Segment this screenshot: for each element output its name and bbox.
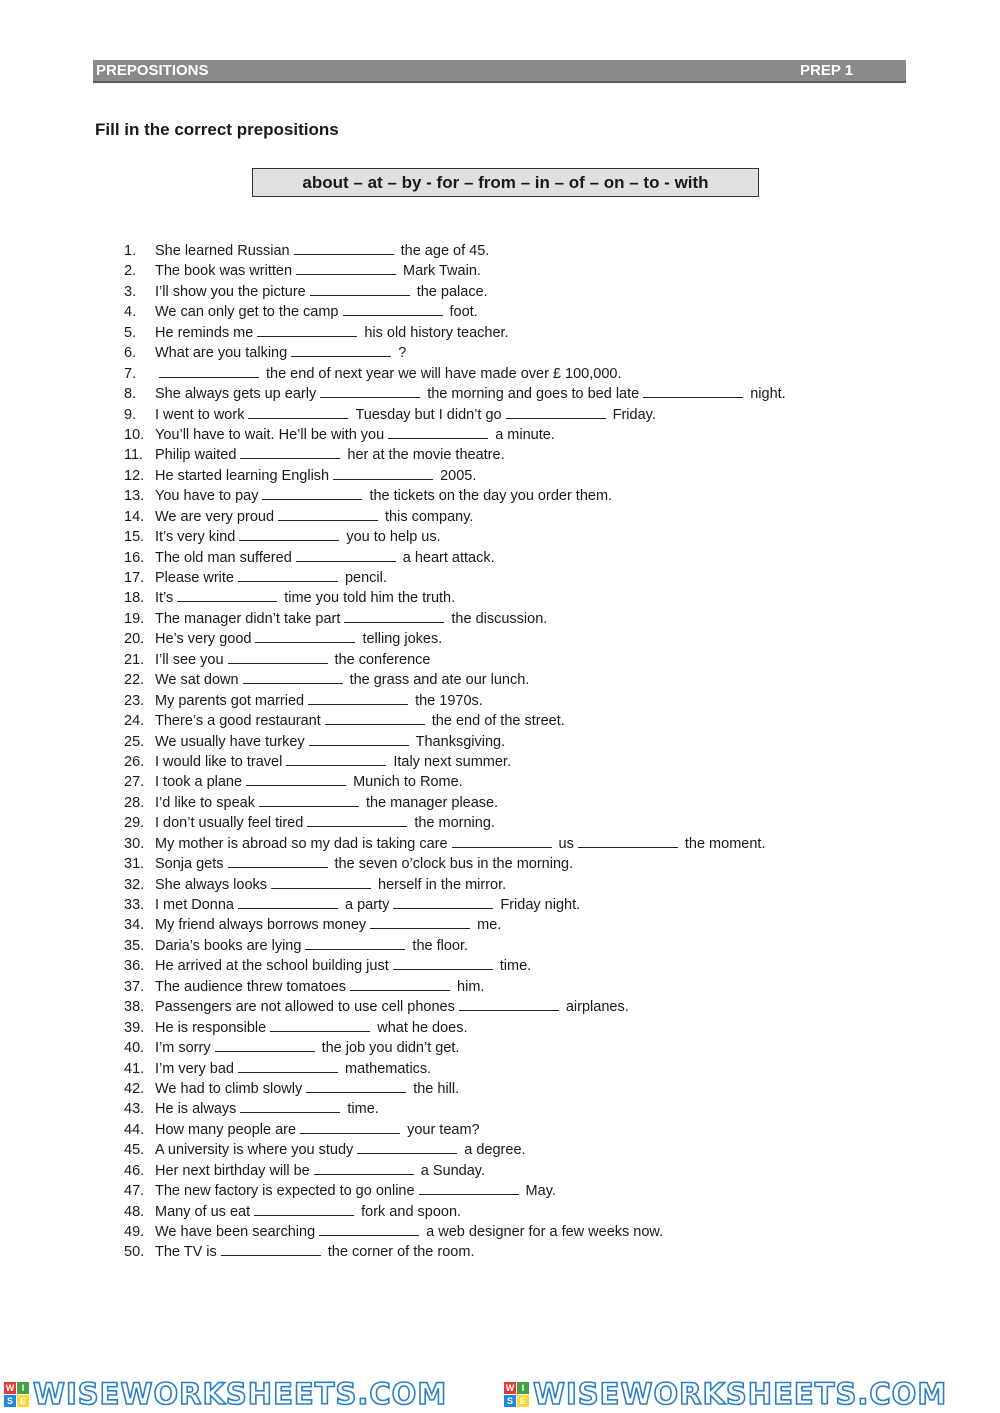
exercise-item	[124, 609, 786, 629]
answer-blank[interactable]	[388, 425, 488, 439]
item-text: the grass and ate our lunch.	[349, 672, 530, 689]
exercise-item	[124, 364, 786, 384]
item-text: time you told him the truth.	[284, 590, 456, 607]
exercise-item	[124, 875, 786, 895]
exercise-item	[124, 1181, 786, 1201]
exercise-item	[124, 548, 786, 568]
exercise-item	[124, 793, 786, 813]
exercise-item	[124, 691, 786, 711]
item-number: 35.	[124, 937, 145, 954]
answer-blank[interactable]	[215, 1038, 315, 1052]
item-text: We usually have turkey	[155, 733, 305, 750]
item-number: 12.	[124, 467, 145, 484]
item-text: May.	[525, 1183, 556, 1200]
item-text: the morning.	[414, 815, 495, 832]
item-text: Please write	[155, 570, 234, 586]
exercise-item	[124, 568, 786, 588]
item-number: 31.	[124, 856, 145, 873]
item-text: Many of us eat	[155, 1203, 251, 1220]
logo-letter: E	[517, 1395, 529, 1407]
logo-letter: I	[517, 1382, 529, 1394]
item-number: 9.	[124, 406, 137, 423]
exercise-item	[124, 1242, 786, 1262]
item-text: The new factory is expected to go online	[155, 1183, 415, 1200]
item-number: 24.	[124, 713, 145, 730]
answer-blank[interactable]	[309, 732, 409, 746]
item-number: 49.	[124, 1224, 145, 1240]
item-text: the end of the street.	[431, 713, 565, 730]
item-text: Munich to Rome.	[353, 774, 463, 791]
brand-text: WISEWORKSHEETS.COM	[33, 1377, 448, 1411]
item-text: There’s a good restaurant	[155, 713, 321, 730]
item-text: We are very proud	[155, 508, 275, 525]
answer-blank[interactable]	[325, 711, 425, 725]
answer-blank[interactable]	[333, 466, 433, 480]
item-text: this company.	[385, 508, 474, 525]
exercise-item	[124, 1140, 786, 1160]
item-number: 13.	[124, 488, 145, 505]
exercise-item	[124, 834, 786, 854]
item-text: the hill.	[413, 1080, 460, 1097]
item-text: We sat down	[155, 672, 239, 689]
exercise-item	[124, 405, 786, 425]
item-text: the conference	[334, 651, 431, 668]
exercise-item	[124, 1202, 786, 1222]
item-text: How many people are	[155, 1121, 297, 1138]
exercise-list	[124, 241, 786, 1263]
item-number: 26.	[124, 753, 145, 770]
answer-blank[interactable]	[238, 568, 338, 582]
item-text: My parents got married	[155, 692, 305, 709]
logo-letter: W	[505, 1383, 515, 1393]
answer-blank[interactable]	[271, 875, 371, 889]
item-number: 5.	[124, 324, 137, 341]
item-text: the morning and goes to bed late	[427, 386, 640, 403]
exercise-item	[124, 466, 786, 486]
item-text: fork and spoon.	[361, 1203, 462, 1220]
answer-blank[interactable]	[291, 343, 391, 357]
exercise-item	[124, 936, 786, 956]
item-text: You’ll have to wait. He’ll be with you	[155, 426, 385, 443]
item-number: 38.	[124, 999, 145, 1016]
item-text: her at the movie theatre.	[347, 447, 505, 464]
answer-blank[interactable]	[643, 384, 743, 398]
item-text: time.	[347, 1101, 379, 1118]
item-number: 28.	[124, 794, 145, 811]
exercise-item	[124, 977, 786, 997]
answer-blank[interactable]	[259, 793, 359, 807]
item-text: Thanksgiving.	[415, 733, 506, 750]
brand-badge-icon	[504, 1382, 529, 1407]
item-text: She learned Russian	[155, 243, 290, 259]
answer-blank[interactable]	[357, 1140, 457, 1154]
item-text: airplanes.	[565, 999, 629, 1016]
item-text: I’m sorry	[155, 1040, 211, 1057]
brand-text: WISEWORKSHEETS.COM	[533, 1377, 948, 1411]
answer-blank[interactable]	[459, 997, 559, 1011]
item-text: the palace.	[416, 283, 488, 300]
footer-watermark	[0, 1376, 1000, 1413]
item-number: 32.	[124, 876, 145, 893]
item-text: pencil.	[344, 570, 387, 586]
item-number: 43.	[124, 1101, 145, 1118]
exercise-item	[124, 425, 786, 445]
word-bank: about – at – by - for – from – in – of – on – to - with	[252, 168, 759, 197]
answer-blank[interactable]	[177, 588, 277, 602]
item-text: I don’t usually feel tired	[155, 815, 304, 832]
answer-blank[interactable]	[221, 1242, 321, 1256]
item-text: telling jokes.	[362, 631, 443, 648]
item-text: I’m very bad	[155, 1060, 234, 1077]
item-text: me.	[477, 917, 502, 934]
brand-badge-icon	[4, 1382, 29, 1407]
item-text: the age of 45.	[400, 243, 490, 259]
answer-blank[interactable]	[262, 486, 362, 500]
item-text: what he does.	[377, 1019, 468, 1036]
item-text: a web designer for a few weeks now.	[426, 1224, 664, 1240]
answer-blank[interactable]	[240, 1099, 340, 1113]
exercise-item	[124, 384, 786, 404]
logo-letter: E	[17, 1395, 29, 1407]
item-text: Passengers are not allowed to use cell phones	[155, 999, 455, 1016]
exercise-item	[124, 1079, 786, 1099]
item-number: 2.	[124, 263, 137, 280]
header-code: PREP 1	[800, 62, 854, 79]
item-number: 41.	[124, 1060, 145, 1077]
item-text: herself in the mirror.	[378, 876, 507, 893]
answer-blank[interactable]	[393, 895, 493, 909]
item-text: mathematics.	[344, 1060, 432, 1077]
answer-blank[interactable]	[343, 302, 443, 316]
exercise-item	[124, 323, 786, 343]
item-text: Friday.	[612, 406, 656, 423]
answer-blank[interactable]	[344, 609, 444, 623]
answer-blank[interactable]	[248, 405, 348, 419]
item-text: The old man suffered	[155, 549, 292, 566]
answer-blank[interactable]	[452, 834, 552, 848]
item-number: 8.	[124, 386, 137, 403]
item-text: night.	[750, 386, 786, 403]
exercise-item	[124, 650, 786, 670]
answer-blank[interactable]	[238, 895, 338, 909]
item-text: I met Donna	[155, 897, 234, 913]
brand-logo-2	[504, 1376, 947, 1413]
item-number: 21.	[124, 651, 145, 668]
exercise-item	[124, 302, 786, 322]
item-text: A university is where you study	[155, 1142, 354, 1159]
exercise-item	[124, 813, 786, 833]
item-text: It’s very kind	[155, 529, 236, 546]
logo-letter: I	[17, 1382, 29, 1394]
exercise-item	[124, 527, 786, 547]
item-number: 23.	[124, 692, 145, 709]
answer-blank[interactable]	[305, 936, 405, 950]
item-text: She always looks	[155, 876, 268, 893]
answer-blank[interactable]	[278, 507, 378, 521]
item-text: The audience threw tomatoes	[155, 978, 347, 995]
header-bar	[93, 60, 906, 83]
item-text: foot.	[449, 304, 478, 321]
answer-blank[interactable]	[578, 834, 678, 848]
item-text: The book was written	[155, 263, 293, 280]
item-text: a Sunday.	[420, 1162, 485, 1179]
instruction-heading: Fill in the correct prepositions	[95, 120, 339, 139]
answer-blank[interactable]	[314, 1161, 414, 1175]
exercise-item	[124, 1222, 786, 1242]
item-text: What are you talking	[155, 345, 288, 362]
item-number: 3.	[124, 283, 137, 300]
item-text: You have to pay	[155, 488, 259, 505]
answer-blank[interactable]	[270, 1018, 370, 1032]
item-number: 22.	[124, 672, 145, 689]
item-number: 4.	[124, 304, 137, 321]
item-number: 44.	[124, 1121, 145, 1138]
exercise-item	[124, 854, 786, 874]
item-text: us	[558, 835, 574, 852]
answer-blank[interactable]	[319, 1222, 419, 1236]
exercise-item	[124, 997, 786, 1017]
item-number: 37.	[124, 978, 145, 995]
item-text: Friday night.	[500, 897, 581, 913]
item-text: Tuesday but I didn’t go	[355, 406, 502, 423]
answer-blank[interactable]	[246, 772, 346, 786]
answer-blank[interactable]	[419, 1181, 519, 1195]
answer-blank[interactable]	[294, 241, 394, 255]
answer-blank[interactable]	[300, 1120, 400, 1134]
item-text: The manager didn’t take part	[155, 610, 341, 627]
answer-blank[interactable]	[308, 691, 408, 705]
exercise-item	[124, 629, 786, 649]
item-text: a party	[345, 897, 390, 913]
exercise-item	[124, 486, 786, 506]
item-number: 36.	[124, 958, 145, 975]
item-text: I’ll see you	[155, 651, 224, 668]
item-text: the floor.	[412, 937, 469, 954]
item-number: 18.	[124, 590, 145, 607]
exercise-item	[124, 282, 786, 302]
item-text: Her next birthday will be	[155, 1162, 310, 1179]
item-text: time.	[499, 958, 532, 975]
exercise-item	[124, 1059, 786, 1079]
item-text: a minute.	[495, 426, 555, 443]
logo-letter: S	[4, 1395, 16, 1407]
item-number: 25.	[124, 733, 145, 750]
exercise-item	[124, 1018, 786, 1038]
item-text: ?	[398, 345, 407, 362]
item-number: 42.	[124, 1080, 145, 1097]
item-number: 47.	[124, 1183, 145, 1200]
item-number: 27.	[124, 774, 145, 791]
item-number: 1.	[124, 243, 137, 259]
item-number: 34.	[124, 917, 145, 934]
logo-letter: W	[5, 1383, 15, 1393]
item-text: He’s very good	[155, 631, 252, 648]
answer-blank[interactable]	[257, 323, 357, 337]
answer-blank[interactable]	[296, 548, 396, 562]
item-text: She always gets up early	[155, 386, 317, 403]
item-text: Philip waited	[155, 447, 237, 464]
exercise-item	[124, 956, 786, 976]
item-text: Mark Twain.	[403, 263, 481, 280]
answer-blank[interactable]	[506, 405, 606, 419]
item-text: you to help us.	[346, 529, 441, 546]
exercise-item	[124, 343, 786, 363]
exercise-item	[124, 772, 786, 792]
item-text: My friend always borrows money	[155, 917, 367, 934]
item-text: He is responsible	[155, 1019, 267, 1036]
item-number: 15.	[124, 529, 145, 546]
item-text: I’d like to speak	[155, 794, 255, 811]
item-text: Sonja gets	[155, 856, 224, 873]
exercise-item	[124, 1038, 786, 1058]
item-number: 33.	[124, 897, 145, 913]
item-number: 46.	[124, 1162, 145, 1179]
item-text: his old history teacher.	[364, 324, 509, 341]
exercise-item	[124, 752, 786, 772]
item-text: We had to climb slowly	[155, 1080, 303, 1097]
item-number: 10.	[124, 426, 145, 443]
item-text: the tickets on the day you order them.	[369, 488, 613, 505]
exercise-item	[124, 895, 786, 915]
answer-blank[interactable]	[238, 1059, 338, 1073]
item-number: 30.	[124, 835, 145, 852]
answer-blank[interactable]	[286, 752, 386, 766]
answer-blank[interactable]	[307, 813, 407, 827]
exercise-item	[124, 732, 786, 752]
exercise-item	[124, 711, 786, 731]
item-text: the job you didn’t get.	[321, 1040, 460, 1057]
answer-blank[interactable]	[306, 1079, 406, 1093]
item-text: He arrived at the school building just	[155, 958, 389, 975]
item-number: 20.	[124, 631, 145, 648]
answer-blank[interactable]	[159, 364, 259, 378]
item-number: 45.	[124, 1142, 145, 1159]
item-text: the 1970s.	[415, 692, 483, 709]
item-text: He reminds me	[155, 324, 254, 341]
exercise-item	[124, 1120, 786, 1140]
item-text: He is always	[155, 1101, 237, 1118]
item-text: the end of next year we will have made over £ 100,000.	[266, 365, 622, 382]
answer-blank[interactable]	[296, 261, 396, 275]
item-text: 2005.	[440, 467, 477, 484]
brand-logo-1	[4, 1376, 447, 1413]
item-text: It’s	[155, 590, 174, 607]
answer-blank[interactable]	[350, 977, 450, 991]
answer-blank[interactable]	[243, 670, 343, 684]
answer-blank[interactable]	[255, 629, 355, 643]
item-number: 11.	[124, 447, 144, 464]
item-text: the seven o’clock bus in the morning.	[334, 856, 574, 873]
item-number: 39.	[124, 1019, 145, 1036]
item-text: Italy next summer.	[393, 753, 511, 770]
header-title: PREPOSITIONS	[96, 62, 209, 79]
item-text: I’ll show you the picture	[155, 283, 306, 300]
exercise-item	[124, 915, 786, 935]
item-number: 29.	[124, 815, 145, 832]
exercise-item	[124, 1099, 786, 1119]
item-text: We have been searching	[155, 1224, 316, 1240]
exercise-item	[124, 588, 786, 608]
item-number: 7.	[124, 365, 137, 382]
exercise-item	[124, 670, 786, 690]
item-number: 16.	[124, 549, 145, 566]
answer-blank[interactable]	[320, 384, 420, 398]
item-text: your team?	[407, 1121, 480, 1138]
answer-blank[interactable]	[239, 527, 339, 541]
item-text: I would like to travel	[155, 753, 283, 770]
item-text: Daria’s books are lying	[155, 937, 302, 954]
item-text: My mother is abroad so my dad is taking care	[155, 835, 448, 852]
exercise-item	[124, 507, 786, 527]
item-text: the moment.	[684, 835, 766, 852]
item-number: 19.	[124, 610, 145, 627]
item-text: him.	[457, 978, 485, 995]
item-number: 48.	[124, 1203, 145, 1220]
exercise-item	[124, 1161, 786, 1181]
item-text: We can only get to the camp	[155, 304, 339, 321]
exercise-item	[124, 261, 786, 281]
item-number: 14.	[124, 508, 145, 525]
item-number: 40.	[124, 1040, 145, 1057]
item-text: the manager please.	[365, 794, 499, 811]
item-text: the corner of the room.	[327, 1244, 475, 1261]
answer-blank[interactable]	[310, 282, 410, 296]
logo-letter: S	[504, 1395, 516, 1407]
answer-blank[interactable]	[240, 445, 340, 459]
item-number: 50.	[124, 1244, 145, 1261]
item-text: The TV is	[155, 1244, 217, 1261]
item-text: a heart attack.	[402, 549, 495, 566]
item-text: I took a plane	[155, 774, 243, 791]
exercise-item	[124, 241, 786, 261]
answer-blank[interactable]	[393, 956, 493, 970]
item-text: a degree.	[464, 1142, 526, 1159]
answer-blank[interactable]	[228, 650, 328, 664]
answer-blank[interactable]	[370, 915, 470, 929]
item-number: 17.	[124, 570, 145, 586]
answer-blank[interactable]	[254, 1202, 354, 1216]
item-text: He started learning English	[155, 467, 330, 484]
answer-blank[interactable]	[228, 854, 328, 868]
item-text: I went to work	[155, 406, 245, 423]
exercise-item	[124, 445, 786, 465]
item-text: the discussion.	[451, 610, 548, 627]
item-number: 6.	[124, 345, 137, 362]
